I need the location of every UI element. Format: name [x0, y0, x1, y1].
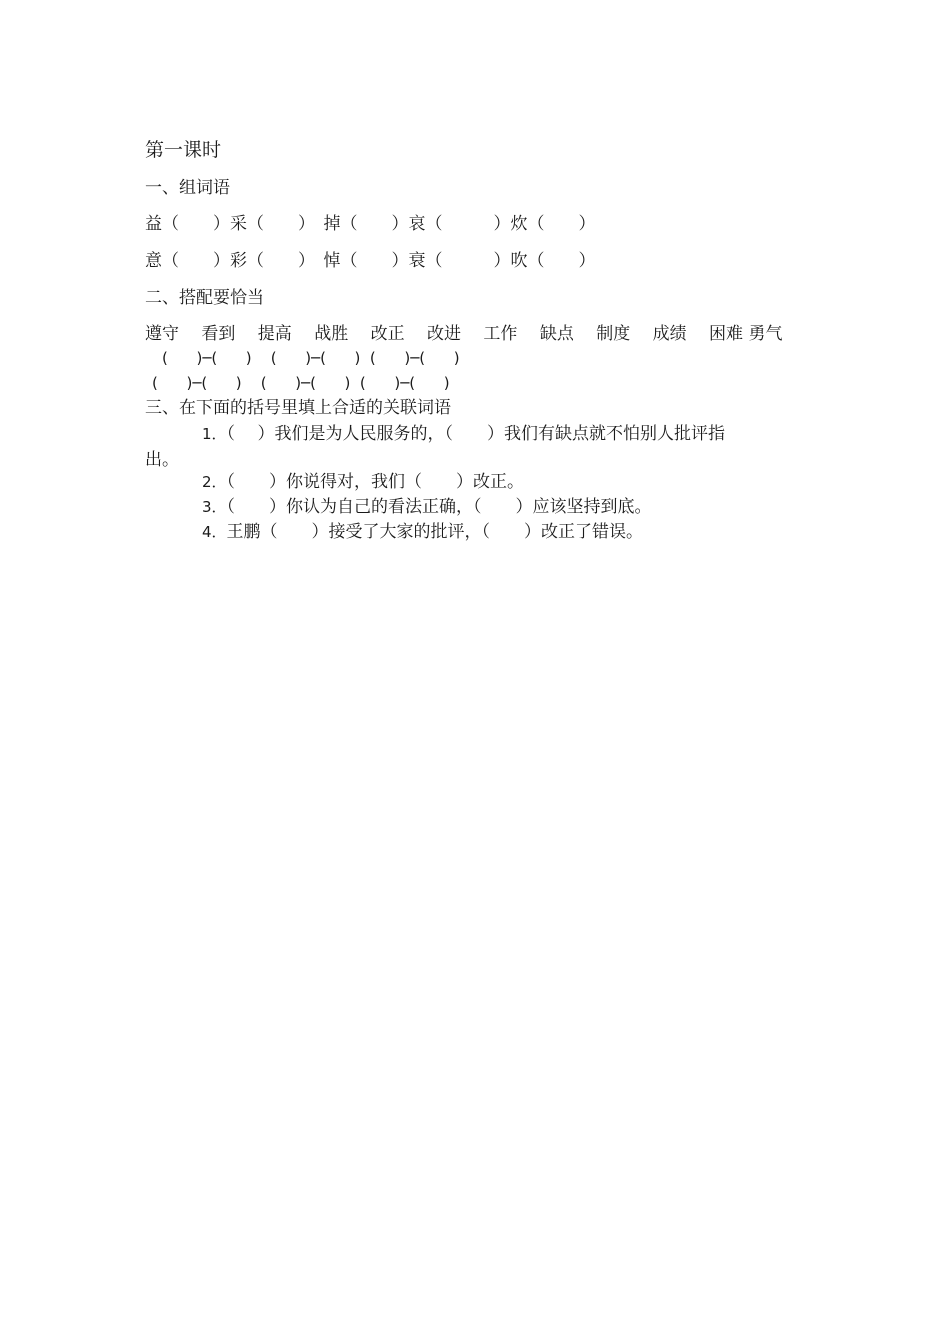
question-number: 1． [202, 425, 227, 443]
question-number: 2． [202, 473, 227, 491]
question-1 [202, 424, 725, 444]
question-4 [202, 522, 643, 542]
matching-pairs-line-1: ( )─( ) ( )─( ) ( )─( ) [162, 349, 460, 367]
question-number: 4． [202, 523, 227, 541]
question-text: （ ）你说得对，我们（ ）改正。 [226, 472, 525, 492]
question-number: 3． [202, 498, 227, 516]
question-text: （ ）你认为自己的看法正确，（ ）应该坚持到底。 [226, 497, 652, 517]
question-3 [202, 497, 652, 517]
question-text: （ ）我们是为人民服务的，（ ）我们有缺点就不怕别人批评指 [226, 424, 725, 444]
question-text: 王鹏（ ）接受了大家的批评，（ ）改正了错误。 [226, 522, 644, 542]
question-2 [202, 472, 524, 492]
section2-heading: 二、搭配要恰当 [145, 288, 264, 308]
page-title: 第一课时 [145, 139, 222, 161]
question-1-continuation [145, 450, 179, 470]
section1-heading: 一、组词语 [145, 178, 230, 198]
word-group-row-2: 意（ ）彩（ ） 悼（ ）衰（ ）吹（ ） [145, 251, 596, 271]
matching-word-list: 遵守 看到 提高 战胜 改正 改进 工作 缺点 制度 成绩 困难 勇气 [145, 324, 783, 344]
word-group-row-1: 益（ ）采（ ） 掉（ ）哀（ ）炊（ ） [145, 214, 596, 234]
question-text: 出。 [145, 450, 179, 470]
matching-pairs-line-2: ( )─( ) ( )─( ) ( )─( ) [152, 374, 450, 392]
section3-heading: 三、在下面的括号里填上合适的关联词语 [145, 398, 451, 418]
